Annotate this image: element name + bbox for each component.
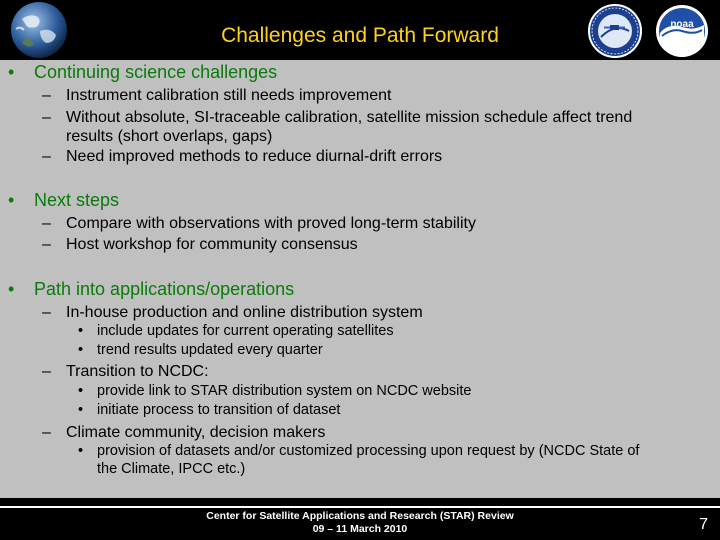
slide-title: Challenges and Path Forward xyxy=(221,24,499,47)
sub-sub-bullet-text: include updates for current operating satellites xyxy=(97,323,394,339)
section-heading: Next steps xyxy=(34,190,120,210)
sub-sub-bullet-text: provision of datasets and/or customized processing upon request by (NCDC State of xyxy=(97,443,640,459)
bullet-applications-operations: • Path into applications/operations xyxy=(8,279,295,299)
sub-bullet-text: Without absolute, SI-traceable calibration, satellite mission schedule affect trend xyxy=(66,109,633,126)
sub-bullet: – Need improved methods to reduce diurnal-drift errors xyxy=(42,148,443,165)
slide-content xyxy=(0,60,720,498)
sub-sub-bullet-continuation: the Climate, IPCC etc.) xyxy=(97,461,246,477)
sub-bullet-text: Compare with observations with proved long-term stability xyxy=(66,215,476,232)
header-bar xyxy=(0,0,720,60)
sub-sub-bullet: • trend results updated every quarter xyxy=(78,342,323,358)
bullet-next-steps: • Next steps xyxy=(8,190,120,210)
sub-bullet-text: Need improved methods to reduce diurnal-drift errors xyxy=(66,148,443,165)
noaa-seal xyxy=(652,3,712,59)
sub-bullet-text: Host workshop for community consensus xyxy=(66,236,358,253)
footer-bar xyxy=(0,498,720,540)
noaa-seal-text: noaa xyxy=(670,19,694,30)
sub-bullet: – Host workshop for community consensus xyxy=(42,236,358,253)
sub-bullet-text: Transition to NCDC: xyxy=(66,363,209,380)
footer-divider xyxy=(0,506,720,508)
sub-sub-bullet-text: provide link to STAR distribution system on NCDC website xyxy=(97,383,472,399)
sub-sub-bullet-text: initiate process to transition of dataset xyxy=(97,402,341,418)
sub-bullet-text: In-house production and online distribution system xyxy=(66,304,423,321)
sub-bullet: – Compare with observations with proved long-term stability xyxy=(42,215,476,232)
sub-bullet-text-continuation: results (short overlaps, gaps) xyxy=(66,128,273,145)
sub-bullet: – Instrument calibration still needs improvement xyxy=(42,87,392,104)
sub-bullet: – Transition to NCDC: xyxy=(42,363,209,380)
noaa-nesdis-star-seal xyxy=(586,3,644,59)
footer-line-1: Center for Satellite Applications and Research (STAR) Review xyxy=(206,510,514,522)
sub-sub-bullet-text: trend results updated every quarter xyxy=(97,342,323,358)
sub-bullet: – Without absolute, SI-traceable calibration, satellite mission schedule affect trend results (short overlaps, gaps) xyxy=(42,109,633,145)
section-heading: Path into applications/operations xyxy=(34,279,295,299)
footer-line-2: 09 – 11 March 2010 xyxy=(312,523,408,535)
page-number: 7 xyxy=(699,516,708,533)
section-heading: Continuing science challenges xyxy=(34,62,278,82)
sub-sub-bullet: • provide link to STAR distribution system on NCDC website xyxy=(78,383,472,399)
footer-caption xyxy=(170,510,550,536)
sub-bullet-text: Instrument calibration still needs improvement xyxy=(66,87,392,104)
sub-sub-bullet: • include updates for current operating satellites xyxy=(78,323,394,339)
sub-bullet-text: Climate community, decision makers xyxy=(66,424,326,441)
sub-bullet: – In-house production and online distribution system xyxy=(42,304,423,321)
bullet-science-challenges: • Continuing science challenges xyxy=(8,62,278,82)
sub-sub-bullet: • provision of datasets and/or customized processing upon request by (NCDC State of xyxy=(78,443,640,459)
sub-bullet: – Climate community, decision makers xyxy=(42,424,326,441)
sub-sub-bullet: • initiate process to transition of dataset xyxy=(78,402,341,418)
